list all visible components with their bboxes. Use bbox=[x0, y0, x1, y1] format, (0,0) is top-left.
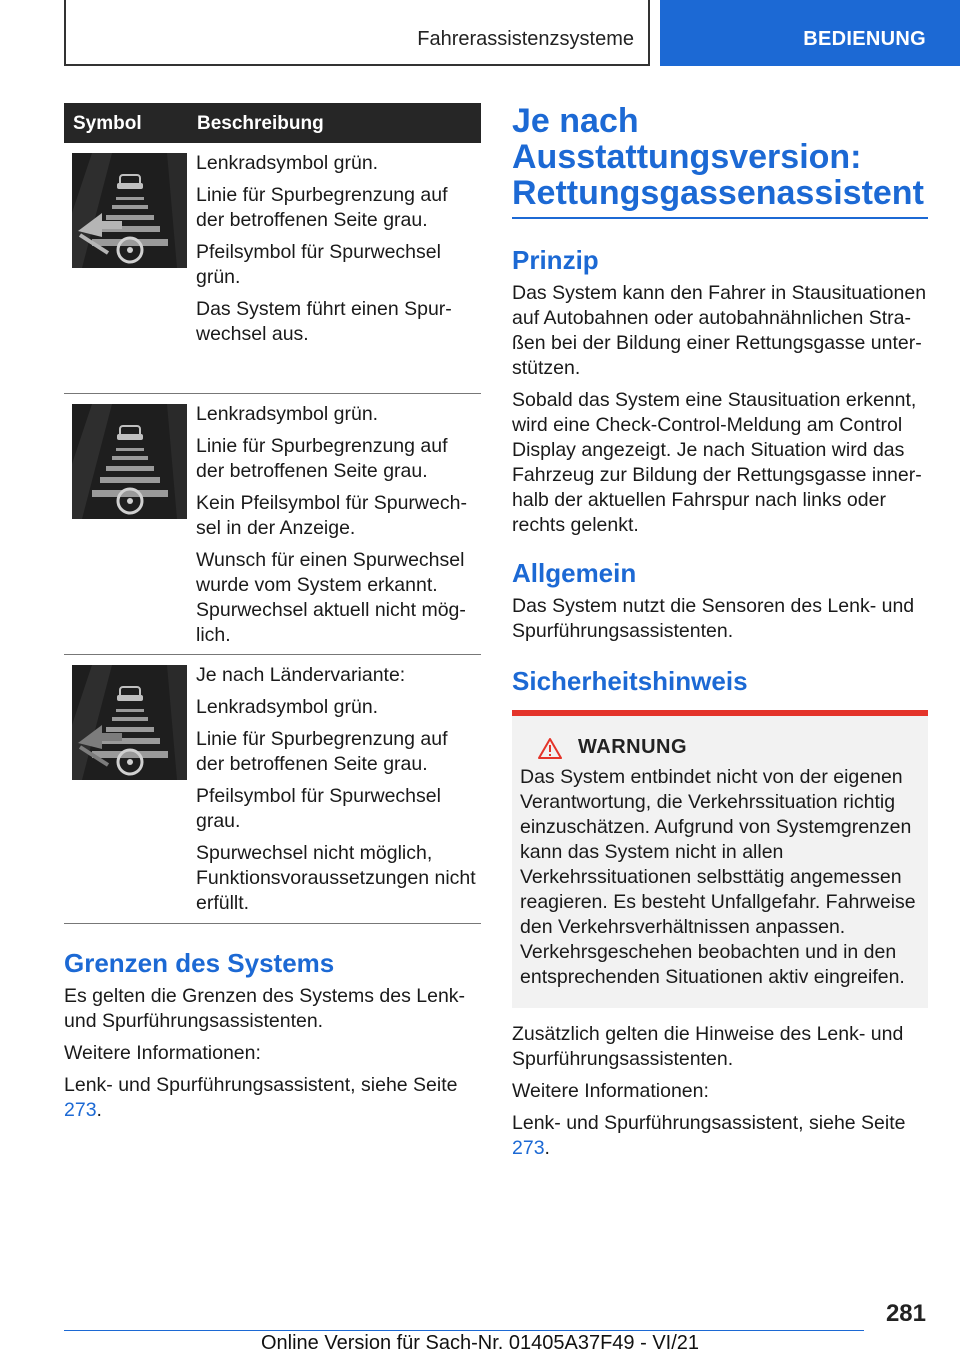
desc-line: Wunsch für einen Spurwechsel wurde vom System erkannt. Spurwechsel aktuell nicht möglich. bbox=[196, 549, 466, 646]
desc-line: Kein Pfeilsymbol für Spurwechsel in der Anzeige. bbox=[196, 492, 467, 539]
table-header bbox=[64, 103, 481, 143]
table-row bbox=[64, 394, 481, 655]
lane-change-arrow-grey-icon bbox=[72, 665, 187, 780]
page-number: 281 bbox=[885, 1300, 926, 1327]
warning-title-row bbox=[520, 736, 920, 759]
principle-paragraph: Das System kann den Fahrer in Stausituationen auf Autobahnen oder autobahnähnlichen Straßen bei der Bildung einer Rettungsgasse unterstützen. bbox=[512, 282, 927, 379]
header-section-box bbox=[64, 0, 650, 66]
left-column bbox=[64, 103, 481, 1130]
limits-more-info: Weitere Informationen: bbox=[64, 1042, 261, 1064]
desc-line: Linie für Spurbegrenzung auf der betroffenen Seite grau. bbox=[196, 728, 448, 775]
desc-line: Linie für Spurbegrenzung auf der betroffenen Seite grau. bbox=[196, 435, 448, 482]
principle-paragraph: Sobald das System eine Stausituation erkennt, wird eine Check-Control-Meldung am Control Display angezeigt. Je nach Situation wird das Fahrzeug zur Bildung der Rettungsgasse innerhalb der aktuellen Fahrspur nach links oder rechts gelenkt. bbox=[512, 389, 922, 536]
warning-box bbox=[512, 710, 928, 1008]
row-description bbox=[196, 143, 481, 357]
limits-reference-end: . bbox=[96, 1099, 102, 1121]
limits-reference bbox=[64, 1073, 481, 1123]
desc-line: Lenkradsymbol grün. bbox=[196, 696, 379, 718]
desc-line: Linie für Spurbegrenzung auf der betroffenen Seite grau. bbox=[196, 184, 448, 231]
desc-line: Pfeilsymbol für Spurwechsel grün. bbox=[196, 241, 441, 288]
table-header-description: Beschreibung bbox=[197, 113, 324, 134]
table-row bbox=[64, 655, 481, 924]
row-description bbox=[196, 655, 481, 926]
after-reference-text: Lenk- und Spurführungsassistent, siehe Seite bbox=[512, 1112, 906, 1134]
row-description bbox=[196, 394, 481, 658]
desc-line: Lenkradsymbol grün. bbox=[196, 152, 379, 174]
right-column bbox=[512, 103, 928, 1168]
limits-reference-text: Lenk- und Spurführungsassistent, siehe Seite bbox=[64, 1074, 458, 1096]
principle-heading: Prinzip bbox=[512, 245, 599, 275]
warning-title: WARNUNG bbox=[578, 736, 688, 758]
lane-change-arrow-active-icon bbox=[72, 153, 187, 268]
header-chapter-title: BEDIENUNG bbox=[803, 28, 926, 50]
desc-line: Je nach Ländervariante: bbox=[196, 664, 406, 686]
desc-line: Spurwechsel nicht möglich, Funktionsvoraussetzungen nicht erfüllt. bbox=[196, 842, 476, 914]
desc-line: Pfeilsymbol für Spurwechsel grau. bbox=[196, 785, 441, 832]
page-link[interactable]: 273 bbox=[64, 1099, 97, 1121]
footer-online-version: Online Version für Sach-Nr. 01405A37F49 - VI/21 bbox=[260, 1332, 700, 1354]
safety-heading: Sicherheitshinweis bbox=[512, 666, 748, 696]
warning-text: Das System entbindet nicht von der eigenen Verantwortung, die Verkehrssituation richtig einzuschätzen. Aufgrund von Systemgrenzen kann das System nicht in allen Verkehrssituationen selbsttätig angemessen reagieren. Es besteht Unfallgefahr. Fahrweise den Verkehrsverhältnissen anpassen. Verkehrsgeschehen beobachten und in den entsprechenden Situationen aktiv eingreifen. bbox=[520, 766, 916, 988]
page-link[interactable]: 273 bbox=[512, 1137, 545, 1159]
desc-line: Lenkradsymbol grün. bbox=[196, 403, 379, 425]
desc-line: Das System führt einen Spurwechsel aus. bbox=[196, 298, 452, 345]
header-chapter-box bbox=[660, 0, 960, 66]
table-header-symbol: Symbol bbox=[73, 113, 142, 134]
page-title: Je nach Ausstattungsversion: Rettungsgassenassistent bbox=[512, 103, 928, 219]
limits-heading: Grenzen des Systems bbox=[64, 948, 335, 978]
after-reference-end: . bbox=[544, 1137, 550, 1159]
general-paragraph: Das System nutzt die Sensoren des Lenk- und Spurführungsassistenten. bbox=[512, 595, 915, 642]
general-heading: Allgemein bbox=[512, 558, 637, 588]
table-row bbox=[64, 143, 481, 394]
warning-triangle-icon bbox=[538, 737, 562, 759]
after-more-info: Weitere Informationen: bbox=[512, 1080, 709, 1102]
limits-paragraph: Es gelten die Grenzen des Systems des Lenk- und Spurführungsassistenten. bbox=[64, 985, 466, 1032]
after-reference bbox=[512, 1111, 928, 1161]
footer-divider bbox=[64, 1330, 864, 1331]
header-section-title: Fahrerassistenzsysteme bbox=[417, 28, 634, 50]
lane-change-no-arrow-icon bbox=[72, 404, 187, 519]
after-paragraph: Zusätzlich gelten die Hinweise des Lenk- und Spurführungsassistenten. bbox=[512, 1023, 904, 1070]
